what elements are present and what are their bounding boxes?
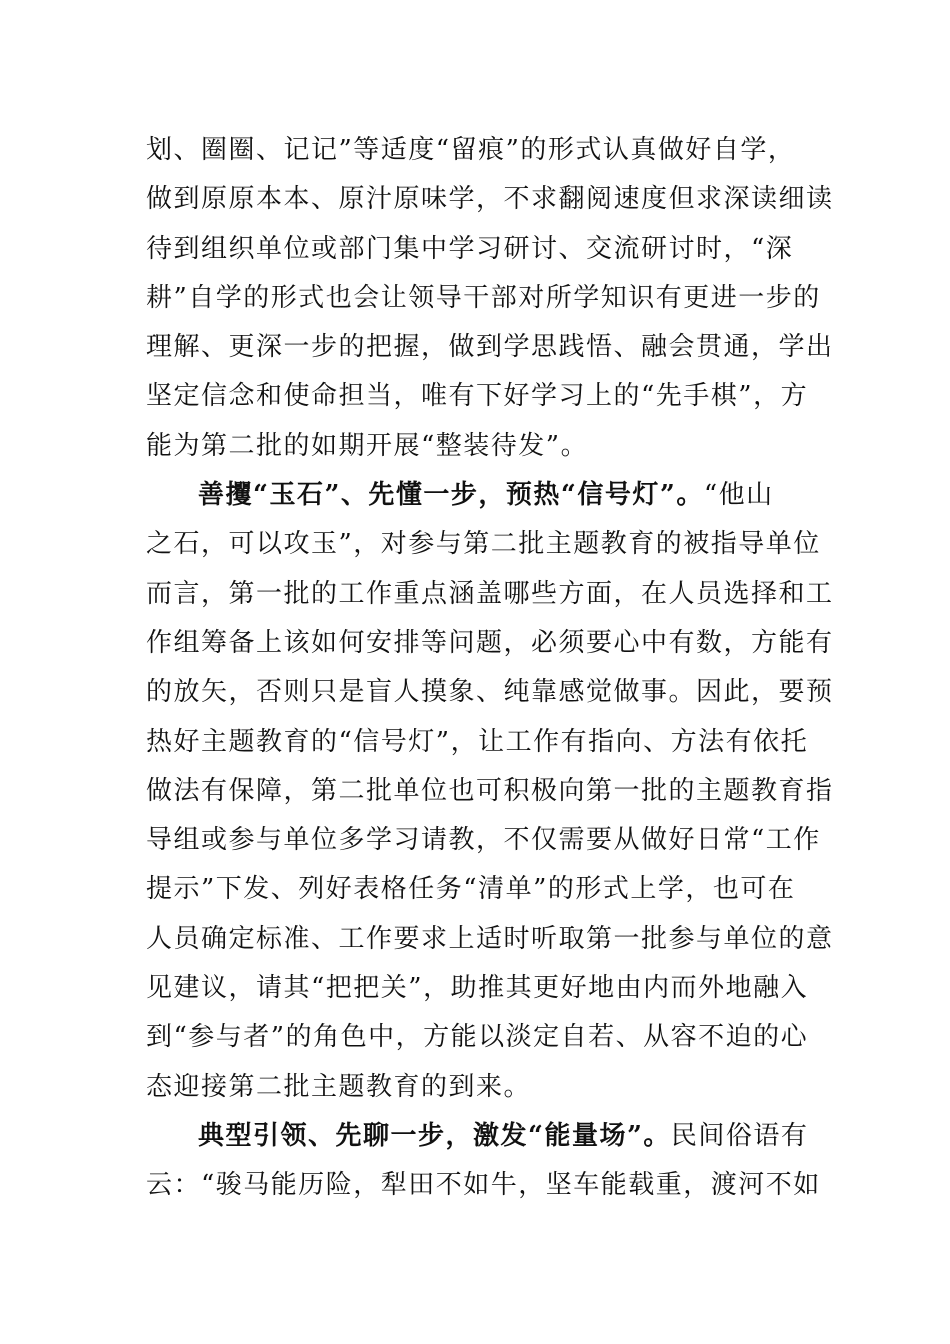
line-text: 到“参与者”的角色中，方能以淡定自若、从容不迫的心	[146, 1022, 809, 1053]
line-text: 导组或参与单位多学习请教，不仅需要从做好日常“工作	[146, 825, 821, 856]
text-line	[146, 767, 834, 816]
line-text: 能为第二批的如期开展“整装待发”。	[146, 430, 589, 461]
line-text: 提示”下发、列好表格任务“清单”的形式上学，也可在	[146, 874, 796, 905]
line-text: “他山	[703, 480, 774, 511]
text-line	[146, 225, 806, 274]
text-line	[146, 915, 834, 964]
line-text: 耕”自学的形式也会让领导干部对所学知识有更进一步的	[146, 282, 821, 313]
line-text: 作组筹备上该如何安排等问题，必须要心中有数，方能有	[146, 627, 834, 658]
text-line	[146, 520, 821, 569]
text-line	[146, 964, 809, 1013]
text-line	[146, 471, 806, 520]
text-line	[146, 323, 834, 372]
line-text: 民间俗语有	[670, 1120, 809, 1151]
text-line	[146, 1063, 806, 1112]
text-line	[146, 816, 821, 865]
line-text: 划、圈圈、记记”等适度“留痕”的形式认真做好自学，	[146, 135, 796, 165]
line-text: 见建议，请其“把把关”，助推其更好地由内而外地融入	[146, 973, 809, 1004]
text-line	[146, 126, 806, 175]
line-text: 待到组织单位或部门集中学习研讨、交流研讨时，“深	[146, 233, 794, 264]
line-text: 之石，可以攻玉”，对参与第二批主题教育的被指导单位	[146, 529, 821, 560]
line-text: 理解、更深一步的把握，做到学思践悟、融会贯通，学出	[146, 332, 834, 363]
line-text: 人员确定标准、工作要求上适时听取第一批参与单位的意	[146, 923, 834, 954]
line-text: 做法有保障，第二批单位也可积极向第一批的主题教育指	[146, 775, 834, 806]
line-text: 态迎接第二批主题教育的到来。	[146, 1071, 532, 1102]
line-text: 做到原原本本、原汁原味学，不求翻阅速度但求深读细读	[146, 184, 834, 215]
text-line	[146, 175, 834, 224]
text-line	[146, 372, 809, 421]
paragraph-heading: 善攫“玉石”、先懂一步，预热“信号灯”。	[198, 480, 704, 511]
line-text: 的放矢，否则只是盲人摸象、纯靠感觉做事。因此，要预	[146, 677, 834, 708]
line-text: 云：“骏马能历险，犁田不如牛，坚车能载重，渡河不如	[146, 1170, 821, 1201]
line-text: 热好主题教育的“信号灯”，让工作有指向、方法有依托	[146, 726, 809, 757]
text-line	[146, 668, 834, 717]
line-text: 坚定信念和使命担当，唯有下好学习上的“先手棋”，方	[146, 381, 809, 412]
text-line	[146, 274, 821, 323]
text-line	[146, 865, 806, 914]
text-line	[146, 570, 834, 619]
body-text	[146, 126, 834, 1211]
text-line	[146, 1013, 809, 1062]
text-line	[146, 422, 806, 471]
text-line	[146, 1161, 821, 1210]
text-line	[146, 718, 809, 767]
paragraph-heading: 典型引领、先聊一步，激发“能量场”。	[198, 1120, 671, 1151]
text-line	[146, 619, 834, 668]
line-text: 而言，第一批的工作重点涵盖哪些方面，在人员选择和工	[146, 578, 834, 609]
text-line	[146, 1112, 809, 1161]
